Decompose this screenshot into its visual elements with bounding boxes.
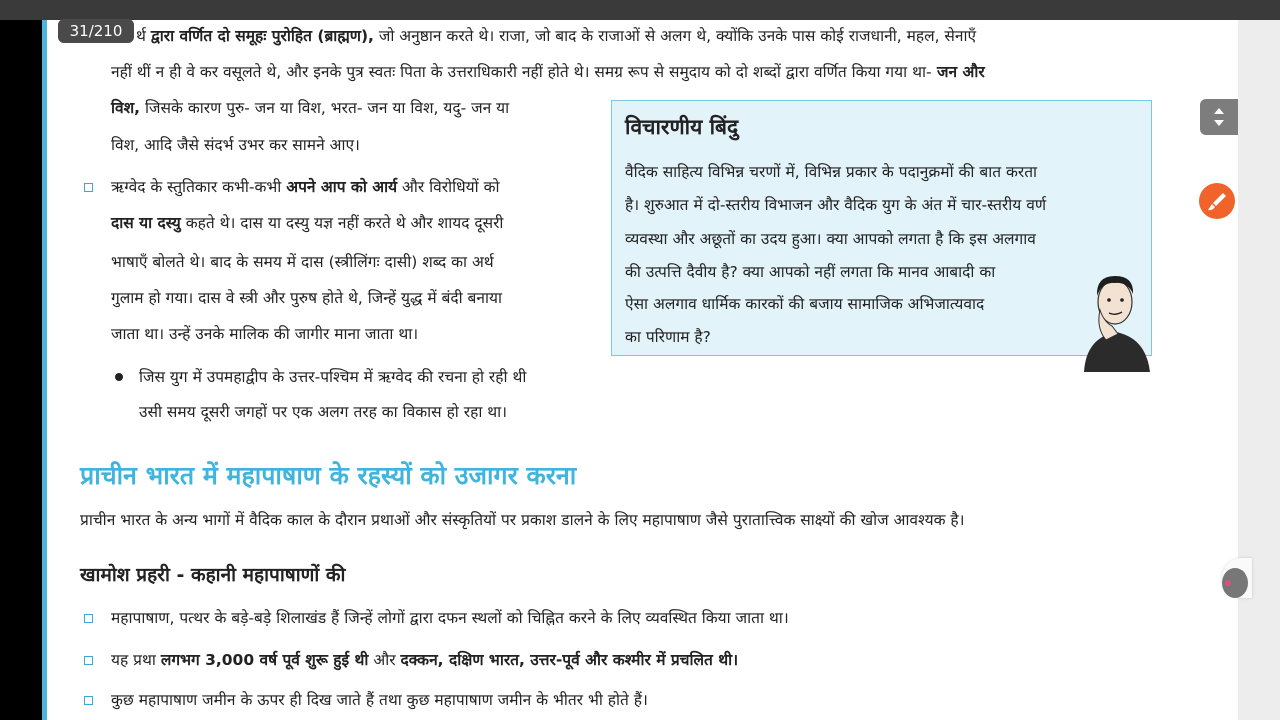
list-item-1: महापाषाण, पत्थर के बड़े-बड़े शिलाखंड हैं जिन्हें लोगों द्वारा दफन स्थलों को चिह्नित करने के लिए व्यवस्थित किया जाता था।: [111, 609, 789, 627]
section-subheading: खामोश प्रहरी - कहानी महापाषाणों की: [80, 564, 346, 586]
item2-mid: और: [368, 651, 401, 669]
page-left-accent: [42, 20, 47, 720]
section-heading: प्राचीन भारत में महापाषाण के रहस्यों को उजागर करना: [80, 461, 577, 490]
bullet1-l1-pre: ऋग्वेद के स्तुतिकार कभी-कभी: [111, 178, 287, 196]
annotate-pen-button[interactable]: [1199, 183, 1235, 219]
paragraph-line-2: [111, 55, 985, 89]
viewer-side-strip: [1238, 20, 1280, 720]
think-box-title: विचारणीय बिंदु: [625, 115, 739, 139]
paragraph-line-3: [111, 91, 509, 125]
round-bullet-icon: [115, 373, 123, 381]
think-box-line: का परिणाम है?: [625, 328, 711, 346]
up-down-arrows-icon: [1200, 99, 1238, 135]
bullet1-l2-post: कहते थे। दास या दस्यु यज्ञ नहीं करते थे और शायद दूसरी: [180, 214, 504, 232]
paragraph-line-4: विश, आदि जैसे संदर्भ उभर कर सामने आए।: [111, 136, 360, 154]
square-bullet-icon: [84, 696, 93, 705]
line3-post: जिसके कारण पुरु- जन या विश, भरत- जन या विश, यदु- जन या: [140, 99, 510, 117]
list-item-3: कुछ महापाषाण जमीन के ऊपर ही दिख जाते हैं तथा कुछ महापाषाण जमीन के भीतर भी होते हैं।: [111, 691, 648, 709]
bullet1-l1-bold: अपने आप को आर्य: [286, 178, 398, 196]
line1-bold: द्वारा वर्णित दो समूहः पुरोहित (ब्राह्मण),: [150, 27, 374, 45]
line2-pre: नहीं थीं न ही वे कर वसूलते थे, और इनके पुत्र स्वतः पिता के उत्तराधिकारी नहीं होते थे। समग्र रूप से समुदाय को दो शब्दों द्वारा वर्णित किया गया था-: [111, 63, 932, 81]
line1-pre: र्थ: [136, 27, 146, 45]
think-box-line: व्यवस्था और अछूतों का उदय हुआ। क्या आपको लगता है कि इस अलगाव: [625, 230, 1036, 248]
bullet1-l1-post: और विरोधियों को: [397, 178, 500, 196]
line2-bold: जन और: [931, 63, 985, 81]
square-bullet-icon: [84, 183, 93, 192]
line3-bold: विश,: [111, 99, 141, 117]
bullet1-line-5: जाता था। उन्हें उनके मालिक की जागीर माना जाता था।: [111, 325, 419, 343]
square-bullet-icon: [84, 656, 93, 665]
illustration-shirt: [1084, 332, 1150, 372]
page-counter: 31/210: [58, 19, 134, 43]
bullet2-line-2: उसी समय दूसरी जगहों पर एक अलग तरह का विकास हो रहा था।: [139, 403, 508, 421]
brush-icon: [1199, 183, 1235, 219]
item2-bold: लगभग 3,000 वर्ष पूर्व शुरू हुई थी: [160, 651, 369, 669]
bullet1-line-3: भाषाएँ बोलते थे। बाद के समय में दास (स्त्रीलिंगः दासी) शब्द का अर्थ: [111, 253, 494, 271]
viewer-top-bar: [0, 0, 1280, 20]
item2-bold2: दक्कन, दक्षिण भारत, उत्तर-पूर्व और कश्मीर में प्रचलित थी।: [400, 651, 739, 669]
think-box-line: की उत्पत्ति दैवीय है? क्या आपको नहीं लगता कि मानव आबादी का: [625, 263, 996, 281]
bullet1-line-1: [111, 170, 500, 204]
bullet1-l2-bold: दास या दस्यु: [111, 214, 181, 232]
scroll-page-button[interactable]: [1200, 99, 1238, 135]
think-box-line: वैदिक साहित्य विभिन्न चरणों में, विभिन्न प्रकार के पदानुक्रमों की बात करता: [625, 163, 1038, 181]
bullet1-line-2: [111, 206, 503, 240]
line1-post: जो अनुष्ठान करते थे। राजा, जो बाद के राजाओं से अलग थे, क्योंकि उनके पास कोई राजधानी, महल, सेनाएँ: [373, 27, 977, 45]
bullet2-line-1: जिस युग में उपमहाद्वीप के उत्तर-पश्चिम में ऋग्वेद की रचना हो रही थी: [139, 368, 527, 386]
section-intro: प्राचीन भारत के अन्य भागों में वैदिक काल के दौरान प्रथाओं और संस्कृतियों पर प्रकाश डालने के लिए महापाषाण जैसे पुरातात्त्विक साक्ष्यों की खोज आवश्यक है।: [80, 511, 965, 529]
item2-pre: यह प्रथा: [111, 651, 161, 669]
bullet1-line-4: गुलाम हो गया। दास वे स्त्री और पुरुष होते थे, जिन्हें युद्ध में बंदी बनाया: [111, 289, 503, 307]
record-dot-icon: [1222, 568, 1248, 598]
record-button[interactable]: [1222, 568, 1248, 598]
think-box-line: है। शुरुआत में दो-स्तरीय विभाजन और वैदिक युग के अंत में चार-स्तरीय वर्ण: [625, 196, 1047, 214]
thinking-man-illustration: [1078, 268, 1154, 372]
paragraph-line-1: [136, 19, 976, 53]
list-item-2: [111, 643, 738, 677]
square-bullet-icon: [84, 614, 93, 623]
think-box-line: ऐसा अलगाव धार्मिक कारकों की बजाय सामाजिक अभिजात्यवाद: [625, 295, 985, 313]
